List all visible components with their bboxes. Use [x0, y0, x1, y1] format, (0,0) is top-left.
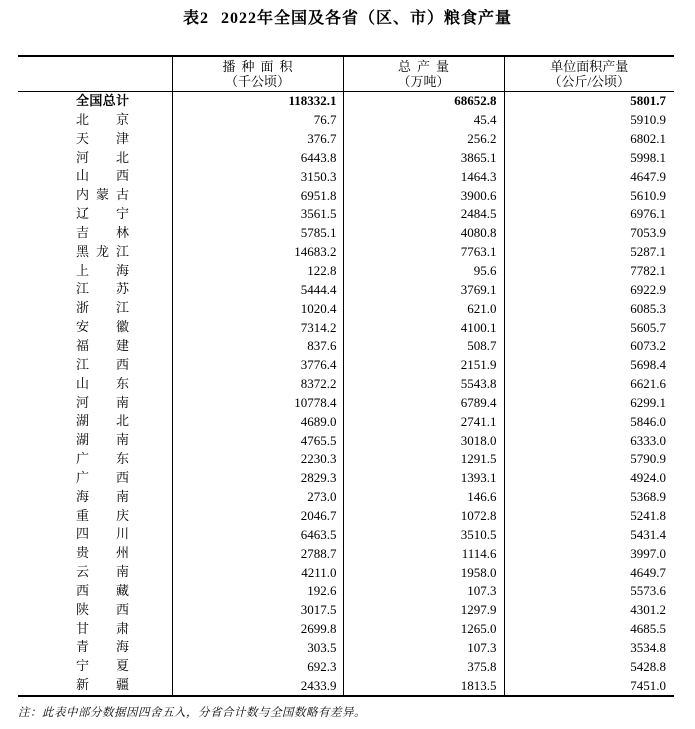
header-unit-yield-line1: 单位面积产量: [550, 58, 629, 74]
yield-cell: 5790.9: [504, 450, 674, 469]
table-row: [18, 525, 674, 544]
table-row: [18, 299, 674, 318]
table-row: [18, 412, 674, 431]
table-row: [18, 130, 674, 149]
province-cell: [18, 92, 172, 111]
table-row: [18, 186, 674, 205]
yield-cell: 6299.1: [504, 394, 674, 413]
header-total-output-line1: 总产量: [397, 58, 455, 74]
header-total-output-line2: （万吨）: [397, 74, 450, 89]
province-name: 重 庆: [76, 507, 129, 523]
yield-cell: 6976.1: [504, 205, 674, 224]
output-cell: 68652.8: [343, 92, 504, 111]
province-name: 河 南: [76, 394, 129, 410]
sown-area-cell: 118332.1: [172, 92, 343, 111]
yield-cell: 5428.8: [504, 657, 674, 676]
yield-cell: 4301.2: [504, 601, 674, 620]
table-row: [18, 620, 674, 639]
yield-cell: 5998.1: [504, 149, 674, 168]
sown-area-cell: 2699.8: [172, 620, 343, 639]
table-row: [18, 167, 674, 186]
output-cell: 2741.1: [343, 412, 504, 431]
table-row: [18, 431, 674, 450]
province-cell: [18, 525, 172, 544]
sown-area-cell: 3561.5: [172, 205, 343, 224]
table-row: [18, 657, 674, 676]
output-cell: 6789.4: [343, 394, 504, 413]
yield-cell: 6333.0: [504, 431, 674, 450]
table-row: [18, 356, 674, 375]
yield-cell: 5610.9: [504, 186, 674, 205]
table-number: 表2: [182, 10, 209, 27]
province-cell: [18, 130, 172, 149]
output-cell: 621.0: [343, 299, 504, 318]
province-cell: [18, 318, 172, 337]
sown-area-cell: 376.7: [172, 130, 343, 149]
sown-area-cell: 4211.0: [172, 563, 343, 582]
province-name: 江 苏: [76, 281, 129, 297]
province-cell: [18, 186, 172, 205]
output-cell: 2484.5: [343, 205, 504, 224]
header-sown-area-line1: 播种面积: [222, 58, 299, 74]
table-row: [18, 563, 674, 582]
province-cell: [18, 205, 172, 224]
yield-cell: 6922.9: [504, 280, 674, 299]
table-row: [18, 544, 674, 563]
output-cell: 107.3: [343, 582, 504, 601]
output-cell: 3900.6: [343, 186, 504, 205]
province-name: 广 东: [76, 451, 129, 467]
province-cell: [18, 676, 172, 696]
yield-cell: 5801.7: [504, 92, 674, 111]
table-row: [18, 92, 674, 111]
yield-cell: 6085.3: [504, 299, 674, 318]
province-name: 山 东: [76, 375, 129, 391]
province-cell: [18, 167, 172, 186]
province-cell: [18, 280, 172, 299]
province-name: 湖 北: [76, 413, 129, 429]
sown-area-cell: 2788.7: [172, 544, 343, 563]
yield-cell: 5287.1: [504, 243, 674, 262]
sown-area-cell: 1020.4: [172, 299, 343, 318]
header-total-output: [343, 56, 504, 92]
province-name: 福 建: [76, 337, 129, 353]
province-name: 内 蒙 古: [76, 187, 129, 203]
province-name: 甘 肃: [76, 620, 129, 636]
sown-area-cell: 837.6: [172, 337, 343, 356]
sown-area-cell: 8372.2: [172, 375, 343, 394]
province-cell: [18, 601, 172, 620]
yield-cell: 5368.9: [504, 488, 674, 507]
province-name: 贵 州: [76, 545, 129, 561]
header-sown-area-line2: （千公顷）: [224, 74, 290, 89]
province-cell: [18, 582, 172, 601]
table-row: [18, 638, 674, 657]
province-cell: [18, 488, 172, 507]
sown-area-cell: 2230.3: [172, 450, 343, 469]
table-row: [18, 582, 674, 601]
output-cell: 508.7: [343, 337, 504, 356]
output-cell: 256.2: [343, 130, 504, 149]
province-name: 云 南: [76, 564, 129, 580]
yield-cell: 5431.4: [504, 525, 674, 544]
yield-cell: 4649.7: [504, 563, 674, 582]
output-cell: 1393.1: [343, 469, 504, 488]
province-name: 山 西: [76, 168, 129, 184]
table-row: [18, 149, 674, 168]
table-row: [18, 450, 674, 469]
sown-area-cell: 3776.4: [172, 356, 343, 375]
province-cell: [18, 469, 172, 488]
sown-area-cell: 3150.3: [172, 167, 343, 186]
province-cell: [18, 299, 172, 318]
footnote: 注：此表中部分数据因四舍五入，分省合计数与全国数略有差异。: [18, 707, 366, 719]
province-cell: [18, 262, 172, 281]
province-cell: [18, 450, 172, 469]
province-name: 西 藏: [76, 582, 129, 598]
table-header: [18, 56, 674, 92]
yield-cell: 5910.9: [504, 111, 674, 130]
output-cell: 1072.8: [343, 507, 504, 526]
sown-area-cell: 76.7: [172, 111, 343, 130]
sown-area-cell: 2829.3: [172, 469, 343, 488]
table-row: [18, 111, 674, 130]
output-cell: 375.8: [343, 657, 504, 676]
province-name: 新 疆: [76, 677, 129, 693]
output-cell: 3510.5: [343, 525, 504, 544]
output-cell: 95.6: [343, 262, 504, 281]
province-name: 广 西: [76, 469, 129, 485]
yield-cell: 5241.8: [504, 507, 674, 526]
sown-area-cell: 2046.7: [172, 507, 343, 526]
output-cell: 4080.8: [343, 224, 504, 243]
province-name: 海 南: [76, 488, 129, 504]
sown-area-cell: 14683.2: [172, 243, 343, 262]
output-cell: 3865.1: [343, 149, 504, 168]
sown-area-cell: 7314.2: [172, 318, 343, 337]
province-name: 宁 夏: [76, 658, 129, 674]
province-cell: [18, 394, 172, 413]
table-row: [18, 375, 674, 394]
province-cell: [18, 149, 172, 168]
yield-cell: 5573.6: [504, 582, 674, 601]
page-title: [0, 0, 695, 28]
sown-area-cell: 4689.0: [172, 412, 343, 431]
table-row: [18, 337, 674, 356]
province-cell: [18, 657, 172, 676]
province-cell: [18, 563, 172, 582]
yield-cell: 7053.9: [504, 224, 674, 243]
output-cell: 1464.3: [343, 167, 504, 186]
table-title-text: 2022年全国及各省（区、市）粮食产量: [221, 10, 513, 27]
output-cell: 45.4: [343, 111, 504, 130]
output-cell: 3018.0: [343, 431, 504, 450]
output-cell: 1958.0: [343, 563, 504, 582]
output-cell: 1813.5: [343, 676, 504, 696]
table-row: [18, 318, 674, 337]
yield-cell: 4685.5: [504, 620, 674, 639]
sown-area-cell: 2433.9: [172, 676, 343, 696]
province-cell: [18, 111, 172, 130]
yield-cell: 4924.0: [504, 469, 674, 488]
province-name: 辽 宁: [76, 206, 129, 222]
province-name: 安 徽: [76, 319, 129, 335]
sown-area-cell: 273.0: [172, 488, 343, 507]
yield-cell: 6802.1: [504, 130, 674, 149]
output-cell: 4100.1: [343, 318, 504, 337]
output-cell: 1265.0: [343, 620, 504, 639]
sown-area-cell: 303.5: [172, 638, 343, 657]
table-row: [18, 280, 674, 299]
output-cell: 1114.6: [343, 544, 504, 563]
sown-area-cell: 6443.8: [172, 149, 343, 168]
province-cell: [18, 337, 172, 356]
province-name: 河 北: [76, 149, 129, 165]
yield-cell: 6073.2: [504, 337, 674, 356]
yield-cell: 5605.7: [504, 318, 674, 337]
sown-area-cell: 4765.5: [172, 431, 343, 450]
province-name: 湖 南: [76, 432, 129, 448]
table-row: [18, 676, 674, 696]
yield-cell: 7782.1: [504, 262, 674, 281]
sown-area-cell: 192.6: [172, 582, 343, 601]
province-name: 黑 龙 江: [76, 243, 129, 259]
corner-header: [18, 56, 172, 92]
header-sown-area: [172, 56, 343, 92]
output-cell: 1297.9: [343, 601, 504, 620]
table-row: [18, 243, 674, 262]
yield-cell: 4647.9: [504, 167, 674, 186]
province-name: 吉 林: [76, 224, 129, 240]
province-cell: [18, 375, 172, 394]
header-unit-yield: [504, 56, 674, 92]
sown-area-cell: 692.3: [172, 657, 343, 676]
province-cell: [18, 356, 172, 375]
yield-cell: 5846.0: [504, 412, 674, 431]
province-name: 江 西: [76, 356, 129, 372]
province-name: 陕 西: [76, 601, 129, 617]
province-name: 浙 江: [76, 300, 129, 316]
province-cell: [18, 544, 172, 563]
sown-area-cell: 3017.5: [172, 601, 343, 620]
yield-cell: 7451.0: [504, 676, 674, 696]
table-row: [18, 205, 674, 224]
sown-area-cell: 10778.4: [172, 394, 343, 413]
output-cell: 7763.1: [343, 243, 504, 262]
province-cell: [18, 224, 172, 243]
table-body: [18, 92, 674, 697]
yield-cell: 6621.6: [504, 375, 674, 394]
sown-area-cell: 6463.5: [172, 525, 343, 544]
output-cell: 2151.9: [343, 356, 504, 375]
table-row: [18, 601, 674, 620]
province-name: 上 海: [76, 262, 129, 278]
province-name: 青 海: [76, 639, 129, 655]
province-name: 全 国 总 计: [76, 93, 129, 108]
grain-table: [18, 55, 674, 697]
output-cell: 1291.5: [343, 450, 504, 469]
province-cell: [18, 431, 172, 450]
table-row: [18, 507, 674, 526]
output-cell: 3769.1: [343, 280, 504, 299]
province-name: 天 津: [76, 130, 129, 146]
sown-area-cell: 6951.8: [172, 186, 343, 205]
header-unit-yield-line2: （公斤/公顷）: [548, 74, 631, 89]
yield-cell: 5698.4: [504, 356, 674, 375]
province-cell: [18, 412, 172, 431]
table-row: [18, 262, 674, 281]
province-cell: [18, 507, 172, 526]
yield-cell: 3534.8: [504, 638, 674, 657]
table-row: [18, 488, 674, 507]
table-row: [18, 224, 674, 243]
sown-area-cell: 5444.4: [172, 280, 343, 299]
sown-area-cell: 5785.1: [172, 224, 343, 243]
header-row: [18, 56, 674, 92]
province-cell: [18, 638, 172, 657]
output-cell: 146.6: [343, 488, 504, 507]
table-row: [18, 394, 674, 413]
province-name: 四 川: [76, 526, 129, 542]
province-name: 北 京: [76, 111, 129, 127]
output-cell: 107.3: [343, 638, 504, 657]
output-cell: 5543.8: [343, 375, 504, 394]
province-cell: [18, 620, 172, 639]
sown-area-cell: 122.8: [172, 262, 343, 281]
province-cell: [18, 243, 172, 262]
yield-cell: 3997.0: [504, 544, 674, 563]
table-row: [18, 469, 674, 488]
